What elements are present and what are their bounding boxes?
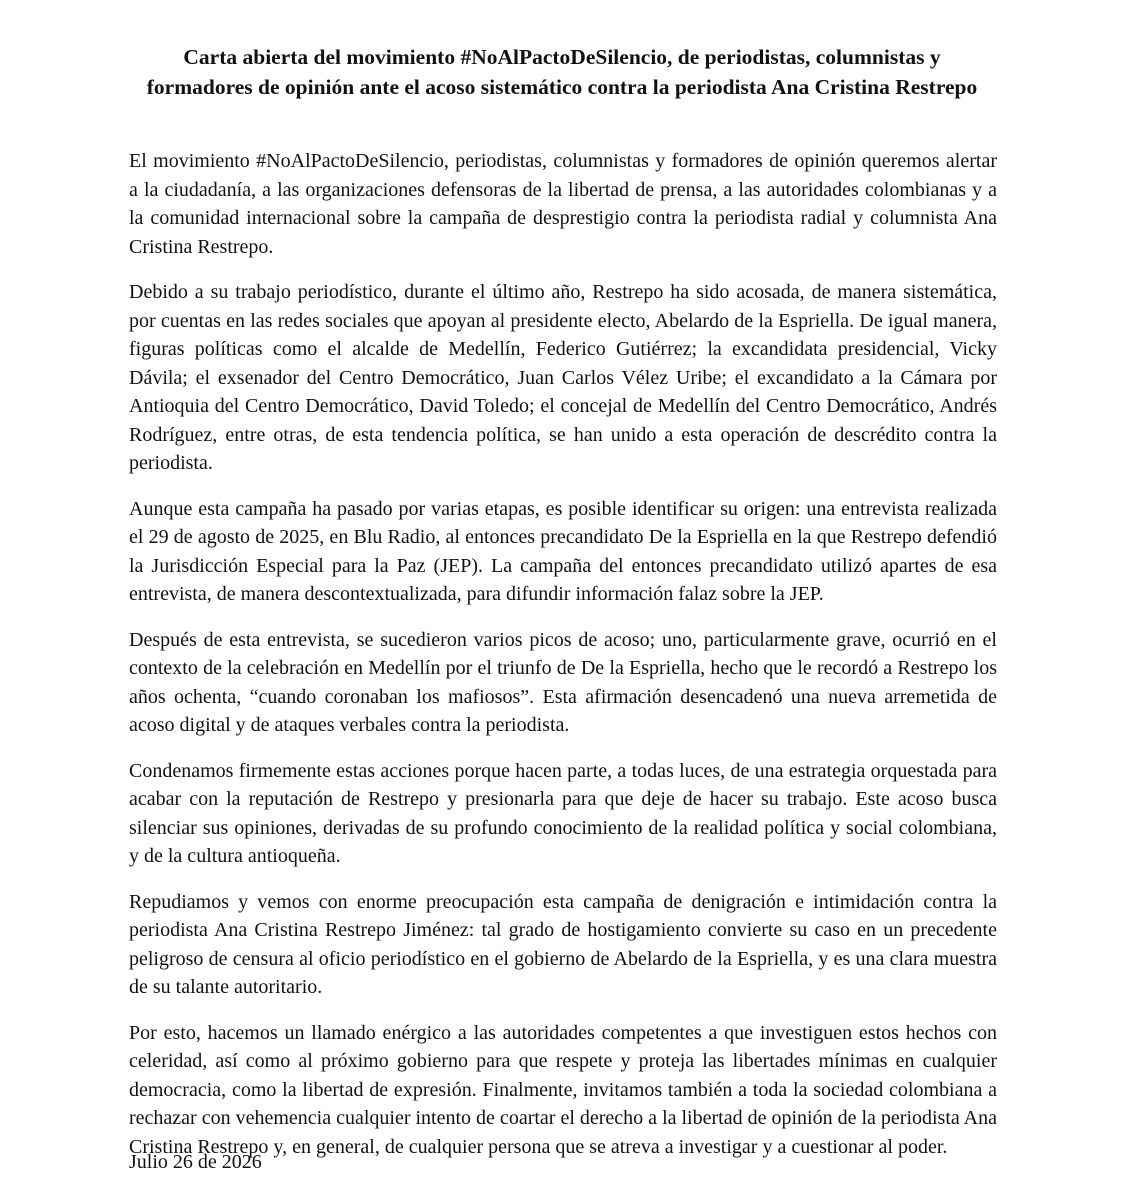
- paragraph-4: Después de esta entrevista, se sucedieron varios picos de acoso; uno, particularmente grave, ocurrió en el contexto de la celebración en Medellín por el triunfo de De la Espriella, hecho que le recordó a Restrepo los años ochenta, “cuando coronaban los mafiosos”. Esta afirmación desencadenó una nueva arremetida de acoso digital y de ataques verbales contra la periodista.: [129, 628, 997, 736]
- paragraph-1: El movimiento #NoAlPactoDeSilencio, periodistas, columnistas y formadores de opinión queremos alertar a la ciudadanía, a las organizaciones defensoras de la libertad de prensa, a las autoridades colombianas y a la comunidad internacional sobre la campaña de desprestigio contra la periodista radial y columnista Ana Cristina Restrepo.: [129, 150, 997, 258]
- paragraph-2: Debido a su trabajo periodístico, durante el último año, Restrepo ha sido acosada, de manera sistemática, por cuentas en las redes sociales que apoyan al presidente electo, Abelardo de la Espriella. De igual manera, figuras políticas como el alcalde de Medellín, Federico Gutiérrez; la excandidata presidencial, Vicky Dávila; el exsenador del Centro Democrático, Juan Carlos Vélez Uribe; el excandidato a la Cámara por Antioquia del Centro Democrático, David Toledo; el concejal de Medellín del Centro Democrático, Andrés Rodríguez, entre otras, de esta tendencia política, se han unido a esta operación de descrédito contra la periodista.: [129, 281, 997, 474]
- paragraph-7: Por esto, hacemos un llamado enérgico a las autoridades competentes a que investiguen estos hechos con celeridad, así como al próximo gobierno para que respete y proteja las libertades mínimas en cualquier democracia, como la libertad de expresión. Finalmente, invitamos también a toda la sociedad colombiana a rechazar con vehemencia cualquier intento de coartar el derecho a la libertad de opinión de la periodista Ana Cristina Restrepo y, en general, de cualquier persona que se atreva a investigar y a cuestionar al poder.: [129, 1021, 997, 1158]
- letter-body: [129, 147, 997, 1178]
- letter-title-line-2: formadores de opinión ante el acoso sistemático contra la periodista Ana Cristina Restrepo: [146, 75, 978, 99]
- paragraph-3: Aunque esta campaña ha pasado por varias etapas, es posible identificar su origen: una entrevista realizada el 29 de agosto de 2025, en Blu Radio, al entonces precandidato De la Espriella en la que Restrepo defendió la Jurisdicción Especial para la Paz (JEP). La campaña del entonces precandidato utilizó apartes de esa entrevista, de manera descontextualizada, para difundir información falaz sobre la JEP.: [129, 497, 997, 605]
- letter-date: Julio 26 de 2026: [129, 1151, 262, 1173]
- letter-title-line-1: Carta abierta del movimiento #NoAlPactoDeSilencio, de periodistas, columnistas y: [183, 45, 941, 69]
- letter-title: [100, 42, 1024, 102]
- paragraph-5: Condenamos firmemente estas acciones porque hacen parte, a todas luces, de una estrategia orquestada para acabar con la reputación de Restrepo y presionarla para que deje de hacer su trabajo. Este acoso busca silenciar sus opiniones, derivadas de su profundo conocimiento de la realidad política y social colombiana, y de la cultura antioqueña.: [129, 759, 997, 867]
- paragraph-6: Repudiamos y vemos con enorme preocupación esta campaña de denigración e intimidación contra la periodista Ana Cristina Restrepo Jiménez: tal grado de hostigamiento convierte su caso en un precedente peligroso de censura al oficio periodístico en el gobierno de Abelardo de la Espriella, y es una clara muestra de su talante autoritario.: [129, 890, 997, 998]
